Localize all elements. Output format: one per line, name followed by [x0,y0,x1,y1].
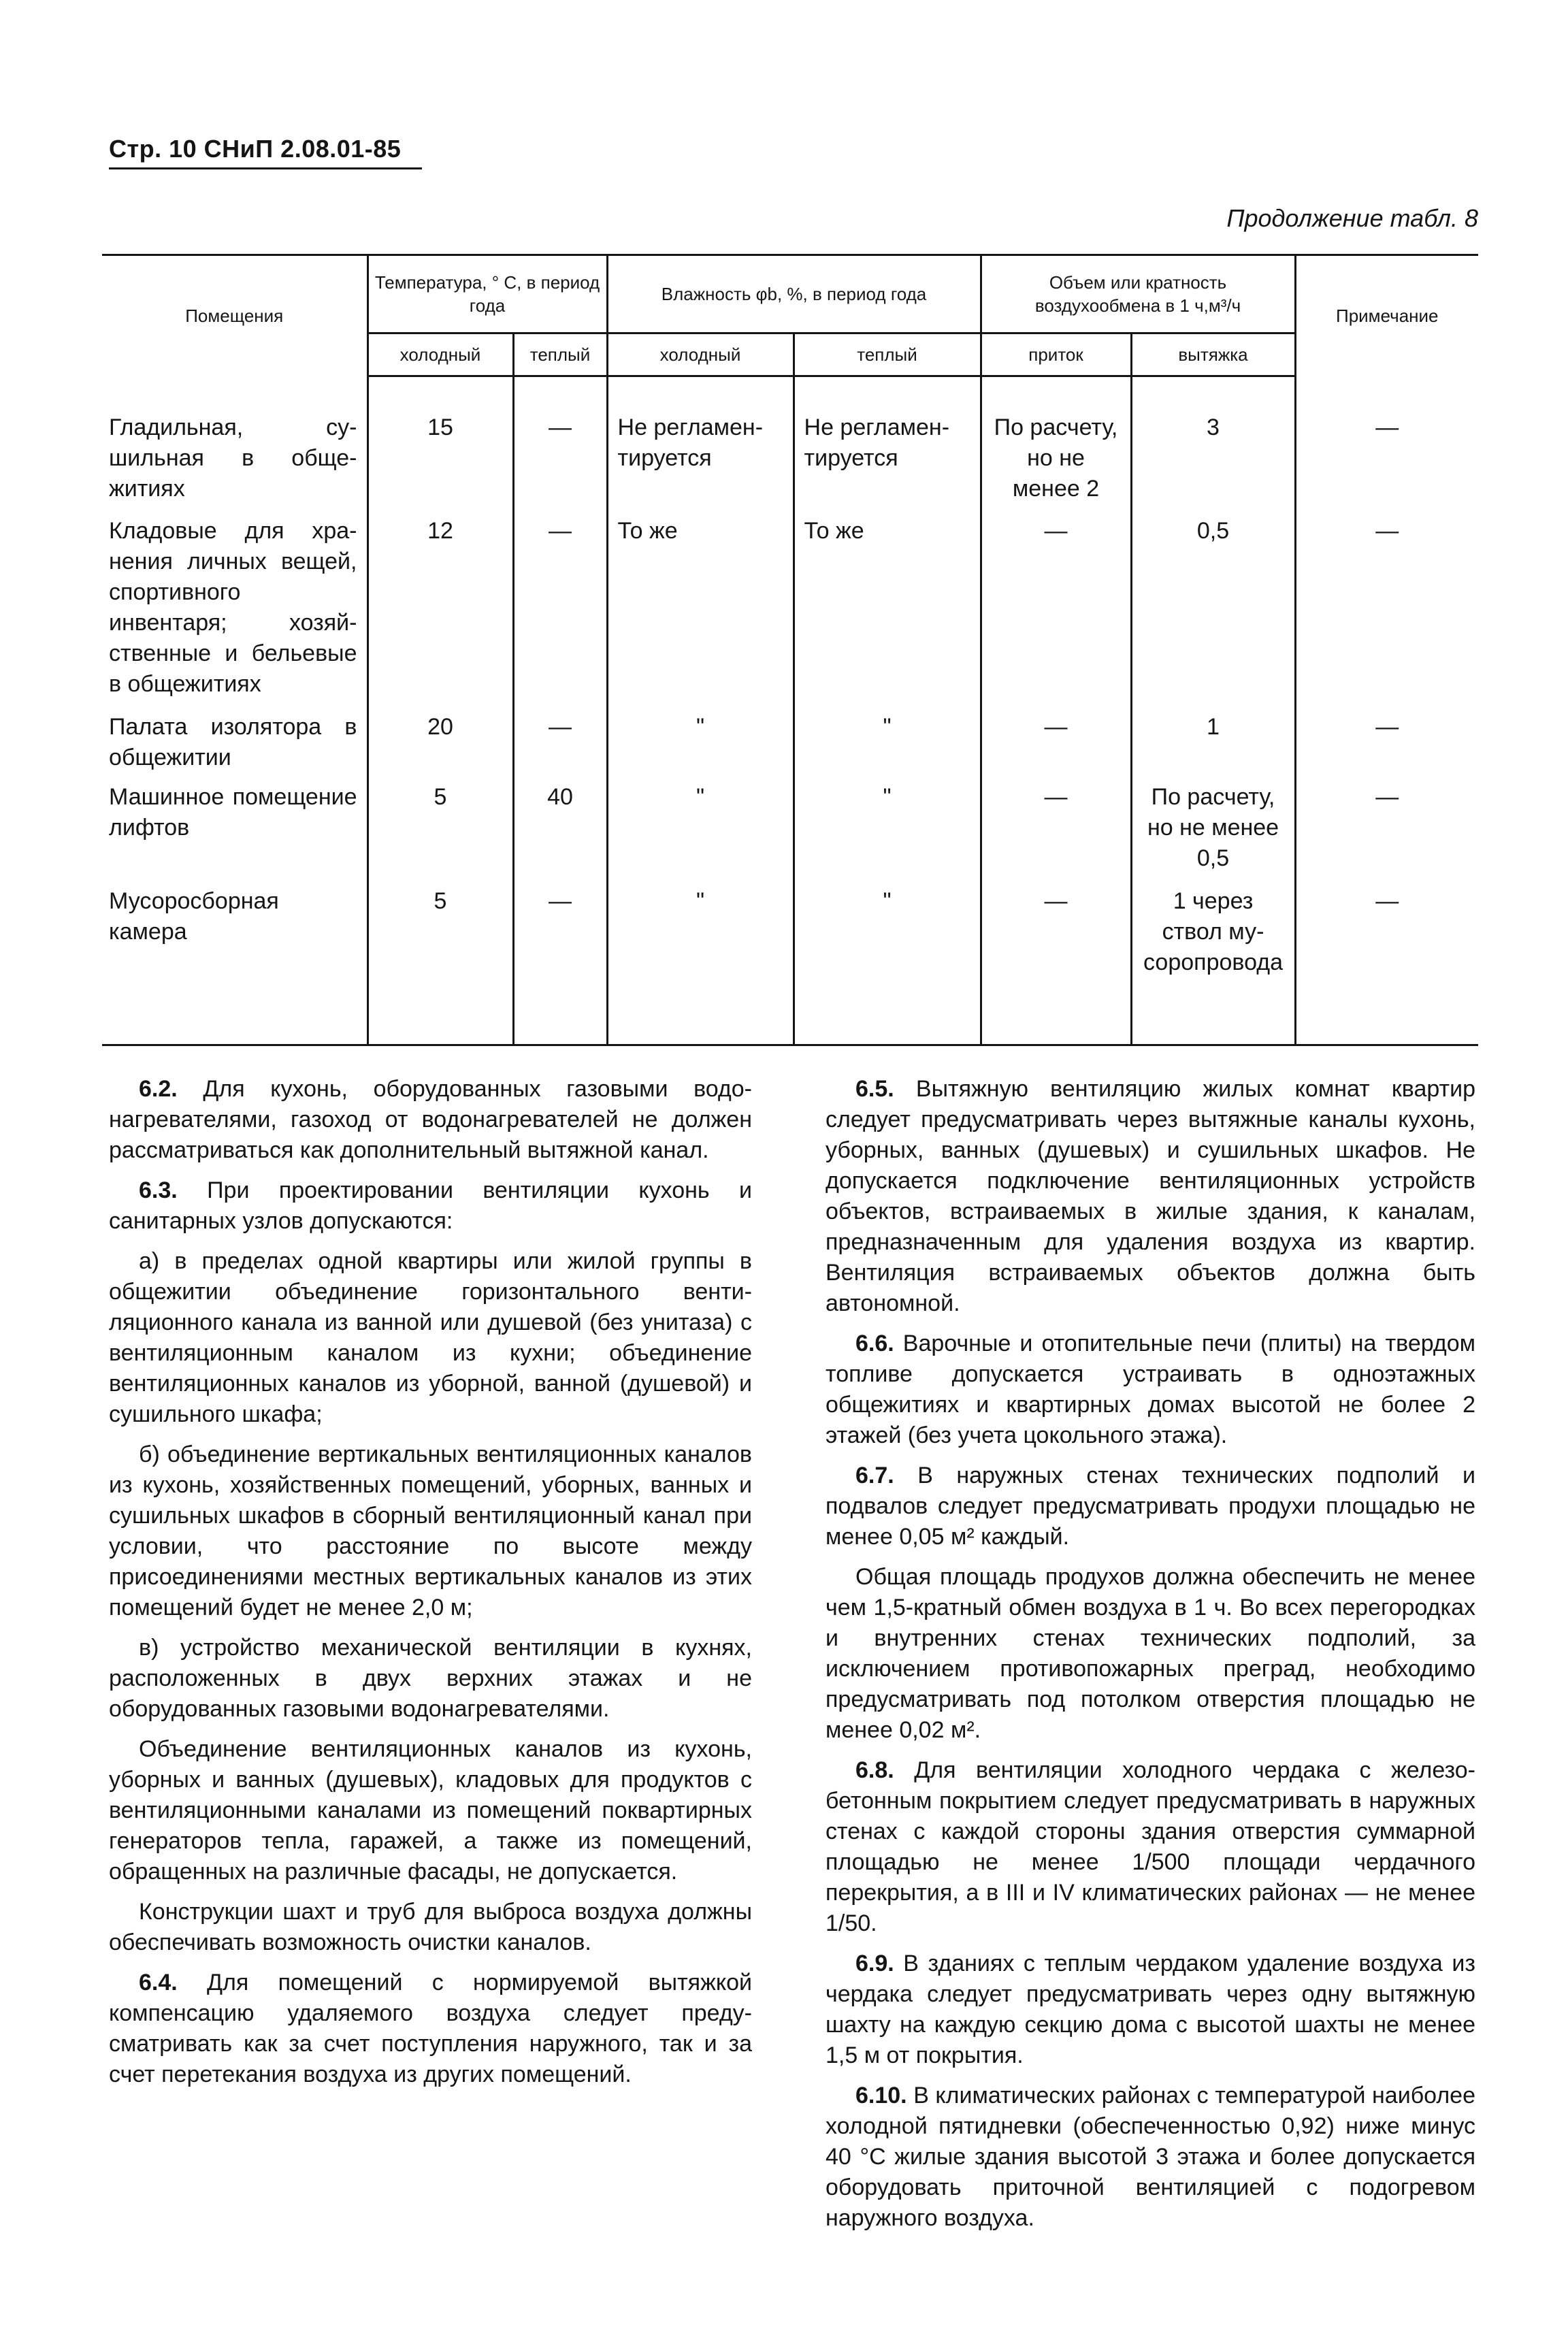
temp-cold-cell: 15 [368,412,513,516]
paragraph-shafts [109,1897,752,1958]
paragraph-6-7 [826,1461,1475,1552]
paragraph-text: Для помещений с нормируемой вытяжкой компенсацию удаляемого воздуха следует предусматривать как за счет поступления наружного, так и за счет перетекания воздуха из других помещений. [109,1970,752,2087]
table-row [102,782,1478,886]
paragraph-text: Объединение вентиляционных каналов из кухонь, уборных и ванных (душевых), кладовых для продуктов с вентиляционными каналами из помещений поквартирных генераторов тепла, гаражей, а также из помещений, обращенных на различные фасады, не допускается. [109,1736,752,1885]
note-cell: — [1295,516,1478,712]
paragraph-6-4 [109,1968,752,2090]
table-row [102,412,1478,516]
paragraph-text: Общая площадь продухов должна обеспечить не менее чем 1,5-кратный обмен воздуха в 1 ч. Во всех перегородках и внутренних стенах технических подполий, за исключением противопожарных преград, необходимо предусматривать под потолком отверстия площадью не менее 0,02 м². [826,1564,1475,1743]
paragraph-6-3 [109,1175,752,1237]
header-humidity-warm: теплый [794,333,981,376]
paragraph-text: В климатических районах с температурой наиболее холодной пятидневки (обеспеченностью 0,92) ниже минус 40 °С жилые здания высотой 3 этажа и более допускается оборудовать приточной вентиляцией с подогревом наружного воздуха. [826,2083,1475,2231]
inflow-cell: По расчету, но не менее 2 [981,412,1131,516]
temp-warm-cell: — [513,412,607,516]
header-exhaust: вытяжка [1131,333,1295,376]
paragraph-6-3-a [109,1246,752,1430]
clause-number: 6.2. [139,1076,178,1102]
paragraph-6-3-b [109,1439,752,1623]
paragraph-text: Вытяжную вентиляцию жилых комнат квартир следует предусматривать через вытяжные каналы кухонь, уборных, ванных (душевых) и сушильных шкафов. Не допускается подключение вентиляционных устройств объектов, встраиваемых в жилые здания, к каналам, предназначенным для удаления воздуха из квартир. Вентиляция встраиваемых объектов должна быть автономной. [826,1076,1475,1316]
clause-number: 6.10. [855,2083,907,2108]
paragraph-6-6 [826,1328,1475,1451]
exhaust-cell: 3 [1131,412,1295,516]
exhaust-cell: 1 [1131,712,1295,782]
header-temperature: Температура, ° С, в период года [368,255,607,333]
room-cell: Кладовые для хранения личных вещей, спортивного инвентаря; хозяйственные и бельевые в общежитиях [109,518,357,697]
header-rooms: Помещения [102,255,368,376]
header-temp-cold: холодный [368,333,513,376]
table-row [102,886,1478,1045]
humidity-warm-cell: " [794,712,981,782]
paragraph-text: Конструкции шахт и труб для выброса воздуха должны обеспечивать возможность очистки каналов. [109,1899,752,1955]
temp-cold-cell: 20 [368,712,513,782]
table-continuation-label: Продолжение табл. 8 [1226,204,1478,232]
note-cell: — [1295,782,1478,886]
header-humidity-cold: холодный [607,333,794,376]
note-cell: — [1295,412,1478,516]
right-text-column [826,1074,1475,2243]
clause-number: 6.8. [855,1757,894,1783]
humidity-cold-cell: " [607,782,794,886]
clause-number: 6.9. [855,1951,894,1976]
paragraph-text: Для кухонь, оборудованных газовыми водонагревателями, газоход от водонагревателей не должен рассматриваться как дополнительный вытяжной канал. [109,1076,752,1163]
clause-number: 6.7. [855,1463,894,1488]
humidity-warm-cell: " [794,886,981,1045]
paragraph-6-2 [109,1074,752,1166]
table-row [102,712,1478,782]
paragraph-6-9 [826,1949,1475,2071]
humidity-warm-cell: То же [794,516,981,712]
humidity-cold-cell: Не регламентируется [607,412,794,516]
paragraph-text: а) в пределах одной квартиры или жилой группы в общежитии объединение горизонтального вентиляционного канала из ванной или душевой (без унитаза) с вентиляционным каналом из кухни; объединение вентиляционных каналов из уборной, ванной (душевой) и сушильного шкафа; [109,1248,752,1427]
note-cell: — [1295,712,1478,782]
clause-number: 6.5. [855,1076,894,1102]
room-cell: Машинное помещение лифтов [109,784,357,841]
inflow-cell: — [981,712,1131,782]
exhaust-cell: 0,5 [1131,516,1295,712]
header-humidity: Влажность φb, %, в период года [607,255,981,333]
temp-cold-cell: 5 [368,782,513,886]
paragraph-6-3-v [109,1633,752,1725]
note-cell: — [1295,886,1478,1045]
temp-warm-cell: 40 [513,782,607,886]
paragraph-6-10 [826,2081,1475,2234]
header-air-exchange: Объем или кратность воздухообмена в 1 ч,м³/ч [981,255,1295,333]
exhaust-cell: 1 через ствол мусоропровода [1131,886,1295,1045]
room-cell: Палата изолятора в общежитии [109,714,357,770]
table-row [102,516,1478,712]
temp-cold-cell: 5 [368,886,513,1045]
temp-warm-cell: — [513,712,607,782]
inflow-cell: — [981,886,1131,1045]
clause-number: 6.4. [139,1970,178,1995]
temp-warm-cell: — [513,516,607,712]
paragraph-text: В зданиях с теплым чердаком удаление воздуха из чердака следует предусматривать через одну вытяжную шахту на каждую секцию дома с высотой шахты не менее 1,5 м от покрытия. [826,1951,1475,2068]
paragraph-text: При проектировании вентиляции кухонь и санитарных узлов допускаются: [109,1177,752,1234]
left-text-column [109,1074,752,2100]
paragraph-ducts-merging [109,1734,752,1887]
inflow-cell: — [981,516,1131,712]
exhaust-cell: По расчету, но не менее 0,5 [1131,782,1295,886]
clause-number: 6.6. [855,1331,894,1356]
humidity-cold-cell: " [607,886,794,1045]
page-header: Стр. 10 СНиП 2.08.01-85 [109,135,422,169]
clause-number: 6.3. [139,1177,178,1203]
header-temp-warm: теплый [513,333,607,376]
header-note: Примечание [1295,255,1478,376]
paragraph-text: В наружных стенах технических подполий и подвалов следует предусматривать продухи площадью не менее 0,05 м² каждый. [826,1463,1475,1550]
paragraph-6-8 [826,1755,1475,1939]
humidity-cold-cell: То же [607,516,794,712]
humidity-warm-cell: " [794,782,981,886]
paragraph-vents-area [826,1562,1475,1746]
humidity-warm-cell: Не регламентируется [794,412,981,516]
room-parameters-table [102,254,1478,1046]
paragraph-text: б) объединение вертикальных вентиляционных каналов из кухонь, хозяйственных помещений, уборных, ванных и сушильных шкафов в сборный вентиляционный канал при условии, что расстояние по высоте между присоединениями местных вертикальных каналов из этих помещений будет не менее 2,0 м; [109,1441,752,1620]
room-cell: Гладильная, сушильная в общежитиях [109,414,357,502]
paragraph-text: в) устройство механической вентиляции в кухнях, расположенных в двух верхних этажах и не оборудованных газовыми водонагревателями. [109,1635,752,1722]
room-cell: Мусоросборная камера [102,886,368,1045]
temp-warm-cell: — [513,886,607,1045]
paragraph-text: Для вентиляции холодного чердака с железобетонным покрытием следует предусматривать в наружных стенах с каждой стороны здания отверстия суммарной площадью не менее 1/500 площади чердачного перекрытия, а в III и IV климатических районах — не менее 1/50. [826,1757,1475,1936]
humidity-cold-cell: " [607,712,794,782]
temp-cold-cell: 12 [368,516,513,712]
paragraph-text: Варочные и отопительные печи (плиты) на твердом топливе допускается устраивать в одноэтажных общежитиях и квартирных домах высотой не более 2 этажей (без учета цокольного этажа). [826,1331,1475,1448]
header-inflow: приток [981,333,1131,376]
paragraph-6-5 [826,1074,1475,1319]
inflow-cell: — [981,782,1131,886]
